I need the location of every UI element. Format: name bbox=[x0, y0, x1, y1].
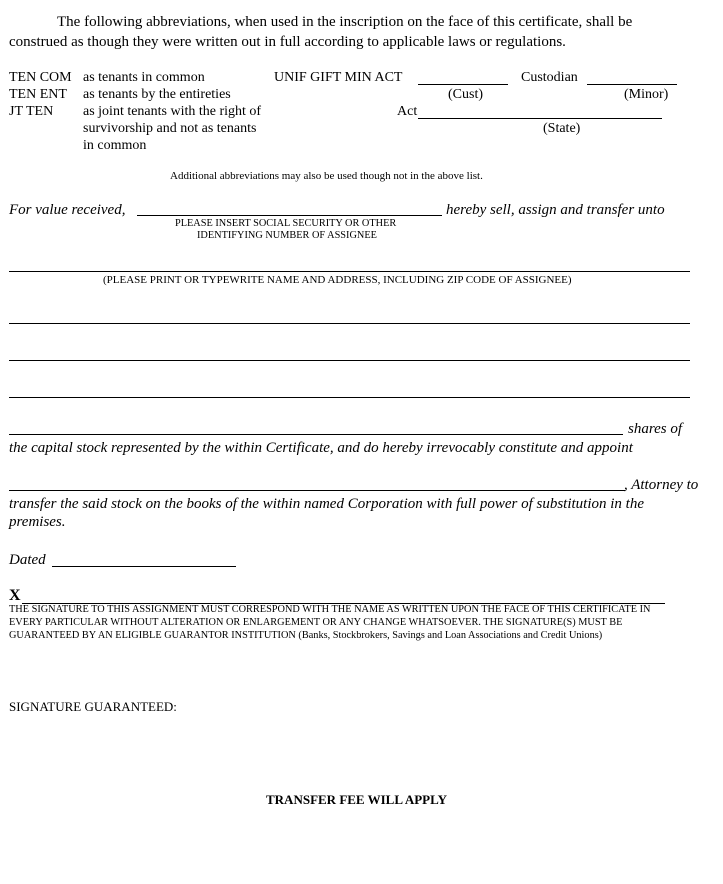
signature-notice-line-2: EVERY PARTICULAR WITHOUT ALTERATION OR ENLARGEMENT OR ANY CHANGE WHATSOEVER. THE SIGNATURE(S) MUST BE bbox=[9, 617, 623, 628]
attorney-to-text: , Attorney to bbox=[624, 477, 699, 493]
shares-input-line[interactable] bbox=[9, 434, 623, 435]
dated-label: Dated bbox=[9, 552, 46, 568]
address-line-1[interactable] bbox=[9, 323, 690, 324]
abbr-meaning-ten-com: as tenants in common bbox=[83, 70, 205, 85]
ugma-cust-caption: (Cust) bbox=[448, 87, 483, 102]
intro-line-2: construed as though they were written out in full according to applicable laws or regulations. bbox=[9, 34, 566, 50]
date-input-line[interactable] bbox=[52, 566, 236, 567]
capital-stock-text: the capital stock represented by the within Certificate, and do hereby irrevocably constitute and appoint bbox=[9, 440, 633, 456]
ugma-cust-line[interactable] bbox=[418, 84, 508, 85]
ugma-minor-line[interactable] bbox=[587, 84, 677, 85]
abbr-meaning-jt-ten-2: survivorship and not as tenants bbox=[83, 121, 257, 136]
additional-abbreviations-note: Additional abbreviations may also be used though not in the above list. bbox=[170, 170, 483, 182]
address-line-2[interactable] bbox=[9, 360, 690, 361]
signature-guaranteed-label: SIGNATURE GUARANTEED: bbox=[9, 699, 177, 714]
hereby-sell-text: hereby sell, assign and transfer unto bbox=[446, 202, 665, 218]
ugma-minor-caption: (Minor) bbox=[624, 87, 669, 102]
signature-notice-line-1: THE SIGNATURE TO THIS ASSIGNMENT MUST CORRESPOND WITH THE NAME AS WRITTEN UPON THE FACE OF THIS CERTIFICATE IN bbox=[9, 604, 651, 615]
transfer-fee-notice: TRANSFER FEE WILL APPLY bbox=[266, 792, 447, 807]
transfer-line-1: transfer the said stock on the books of the within named Corporation with full power of substitution in the bbox=[9, 496, 644, 512]
abbr-code-ten-ent: TEN ENT bbox=[9, 87, 67, 102]
abbr-meaning-ten-ent: as tenants by the entireties bbox=[83, 87, 231, 102]
ssn-note-line-2: IDENTIFYING NUMBER OF ASSIGNEE bbox=[197, 230, 377, 241]
shares-of-text: shares of bbox=[628, 421, 683, 437]
ugma-label: UNIF GIFT MIN ACT bbox=[274, 70, 403, 85]
ugma-custodian-label: Custodian bbox=[521, 70, 578, 85]
signature-notice-line-3: GUARANTEED BY AN ELIGIBLE GUARANTOR INSTITUTION (Banks, Stockbrokers, Savings and Loan Associations and Credit Unions) bbox=[9, 630, 603, 641]
ugma-state-line[interactable] bbox=[418, 118, 662, 119]
for-value-text: For value received, bbox=[9, 202, 126, 218]
signature-x-mark: X bbox=[9, 587, 21, 604]
ugma-state-caption: (State) bbox=[543, 121, 581, 136]
ugma-act-label: Act bbox=[397, 104, 418, 119]
transfer-line-2: premises. bbox=[9, 514, 66, 530]
intro-line-1: The following abbreviations, when used in the inscription on the face of this certificate, shall be bbox=[57, 14, 633, 30]
abbr-code-ten-com: TEN COM bbox=[9, 70, 72, 85]
ssn-input-line[interactable] bbox=[137, 215, 442, 216]
attorney-input-line[interactable] bbox=[9, 490, 625, 491]
abbr-meaning-jt-ten-1: as joint tenants with the right of bbox=[83, 104, 262, 119]
abbr-meaning-jt-ten-3: in common bbox=[83, 138, 147, 153]
abbr-code-jt-ten: JT TEN bbox=[9, 104, 54, 119]
address-line-3[interactable] bbox=[9, 397, 690, 398]
ssn-note-line-1: PLEASE INSERT SOCIAL SECURITY OR OTHER bbox=[175, 218, 397, 229]
assignee-name-line[interactable] bbox=[9, 271, 690, 272]
assignee-name-note: (PLEASE PRINT OR TYPEWRITE NAME AND ADDRESS, INCLUDING ZIP CODE OF ASSIGNEE) bbox=[103, 274, 572, 286]
